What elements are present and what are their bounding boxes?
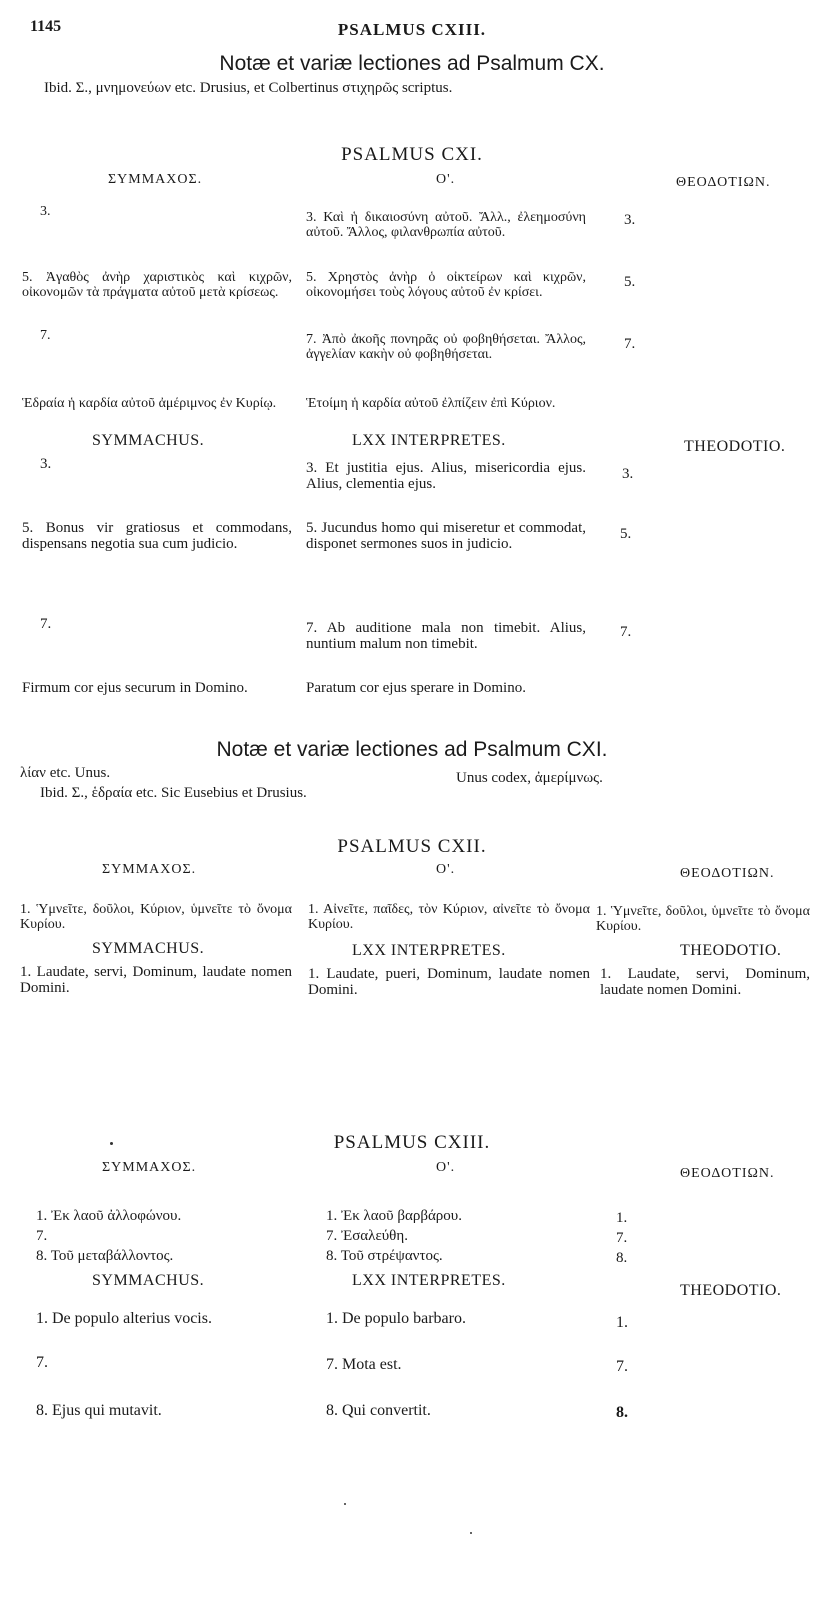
cxiii-greek-sym-1: 1. Ἐκ λαοῦ ἀλλοφώνου.	[36, 1208, 182, 1224]
cxi-greek-lxx-7: 7. Ἀπὸ ἀκοῆς πονηρᾶς οὐ φοβηθήσεται. Ἄλλος, ἀγγελίαν κακὴν οὐ φοβηθήσεται.	[306, 332, 586, 362]
notes-cx-title: Notæ et variæ lectiones ad Psalmum CX.	[219, 52, 605, 75]
cxi-greek-sym-5: 5. Ἀγαθὸς ἀνὴρ χαριστικὸς καὶ κιχρῶν, οἰκονομῶν τὰ πράγματα αὐτοῦ μετὰ κρίσεως.	[22, 270, 292, 300]
print-speck	[344, 1503, 346, 1505]
cxiii-greek-lxx-8: 8. Τοῦ στρέψαντος.	[326, 1248, 443, 1264]
running-head: PSALMUS CXIII.	[337, 20, 487, 39]
cxi-latin-lxx-5: 5. Jucundus homo qui miseretur et commodat, disponet sermones suos in judicio.	[306, 520, 586, 552]
cxii-latin-sym-1: 1. Laudate, servi, Dominum, laudate nomen Domini.	[20, 964, 292, 996]
psalm-cxii-title: PSALMUS CXII.	[337, 836, 487, 857]
cxiii-latin-header-theodotion: THEODOTIO.	[680, 1282, 782, 1299]
cxi-greek-lxx-firm: Ἑτοίμη ἡ καρδία αὐτοῦ ἐλπίζειν ἐπὶ Κύριον.	[306, 396, 556, 411]
cxiii-latin-sym-7: 7.	[36, 1354, 48, 1371]
cxi-greek-header-symmachus: ΣΥΜΜΑΧΟΣ.	[108, 172, 203, 187]
cxiii-greek-header-theodotion: ΘΕΟΔΟΤΙΩΝ.	[680, 1166, 775, 1181]
cxiii-latin-theo-1: 1.	[616, 1314, 628, 1331]
cxi-greek-sym-3: 3.	[40, 204, 51, 219]
cxi-latin-lxx-7: 7. Ab auditione mala non timebit. Alius, nuntium malum non timebit.	[306, 620, 586, 652]
cxii-greek-header-symmachus: ΣΥΜΜΑΧΟΣ.	[102, 862, 197, 877]
cxii-latin-theo-1: 1. Laudate, servi, Dominum, laudate nomen Domini.	[600, 966, 810, 998]
psalm-cxiii-title: PSALMUS CXIII.	[333, 1132, 491, 1153]
cxi-latin-lxx-3: 3. Et justitia ejus. Alius, misericordia ejus. Alius, clementia ejus.	[306, 460, 586, 492]
cxii-greek-header-theodotion: ΘΕΟΔΟΤΙΩΝ.	[680, 866, 775, 881]
cxiii-greek-header-lxx: O'.	[436, 1160, 456, 1175]
cxii-greek-sym-1: 1. Ὑμνεῖτε, δοῦλοι, Κύριον, ὑμνεῖτε τὸ ὄνομα Κυρίου.	[20, 902, 292, 932]
cxii-greek-lxx-1: 1. Αἰνεῖτε, παῖδες, τὸν Κύριον, αἰνεῖτε τὸ ὄνομα Κυρίου.	[308, 902, 590, 932]
notes-cxi-line1-right: Unus codex, ἀμερίμνως.	[456, 770, 603, 786]
cxi-latin-theo-5: 5.	[620, 526, 632, 542]
cxiii-latin-theo-8: 8.	[616, 1404, 628, 1421]
cxiii-latin-lxx-1: 1. De populo barbaro.	[326, 1310, 466, 1327]
notes-cxi-title: Notæ et variæ lectiones ad Psalmum CXI.	[216, 738, 608, 761]
cxiii-latin-lxx-8: 8. Qui convertit.	[326, 1402, 431, 1419]
cxi-latin-sym-7: 7.	[40, 616, 52, 632]
cxi-latin-header-symmachus: SYMMACHUS.	[92, 432, 205, 449]
notes-cxi-line2: Ibid. Σ., ἑδραία etc. Sic Eusebius et Drusius.	[40, 785, 307, 801]
cxii-latin-lxx-1: 1. Laudate, pueri, Dominum, laudate nomen Domini.	[308, 966, 590, 998]
cxi-latin-sym-5: 5. Bonus vir gratiosus et commodans, dispensans negotia sua cum judicio.	[22, 520, 292, 552]
cxi-latin-lxx-firm: Paratum cor ejus sperare in Domino.	[306, 680, 526, 696]
cxiii-greek-theo-8: 8.	[616, 1250, 628, 1266]
cxi-latin-theo-3: 3.	[622, 466, 634, 482]
cxiii-greek-header-symmachus: ΣΥΜΜΑΧΟΣ.	[102, 1160, 197, 1175]
cxiii-greek-lxx-7: 7. Ἐσαλεύθη.	[326, 1228, 408, 1244]
cxi-greek-theo-5: 5.	[624, 274, 636, 290]
page-number: 1145	[30, 18, 62, 35]
cxi-greek-sym-firm: Ἑδραία ἡ καρδία αὐτοῦ ἀμέριμνος ἐν Κυρίῳ.	[22, 396, 277, 411]
cxi-latin-header-theodotion: THEODOTIO.	[684, 438, 786, 455]
cxii-latin-header-theodotion: THEODOTIO.	[680, 942, 782, 959]
cxiii-greek-theo-1: 1.	[616, 1210, 628, 1226]
cxii-latin-header-symmachus: SYMMACHUS.	[92, 940, 205, 957]
cxiii-latin-header-lxx: LXX INTERPRETES.	[352, 1272, 506, 1289]
cxi-greek-lxx-5: 5. Χρηστὸς ἀνὴρ ὁ οἰκτείρων καὶ κιχρῶν, οἰκονομήσει τοὺς λόγους αὐτοῦ ἐν κρίσει.	[306, 270, 586, 300]
cxiii-latin-theo-7: 7.	[616, 1358, 628, 1375]
cxiii-greek-lxx-1: 1. Ἐκ λαοῦ βαρβάρου.	[326, 1208, 462, 1224]
cxiii-latin-lxx-7: 7. Mota est.	[326, 1356, 402, 1373]
cxi-greek-header-theodotion: ΘΕΟΔΟΤΙΩΝ.	[676, 175, 771, 190]
cxii-greek-theo-1: 1. Ὑμνεῖτε, δοῦλοι, ὑμνεῖτε τὸ ὄνομα Κυρίου.	[596, 904, 810, 934]
print-speck	[470, 1532, 472, 1534]
cxi-latin-theo-7: 7.	[620, 624, 632, 640]
cxi-greek-theo-7: 7.	[624, 336, 636, 352]
cxi-greek-theo-3: 3.	[624, 212, 636, 228]
cxiii-latin-header-symmachus: SYMMACHUS.	[92, 1272, 205, 1289]
notes-cx-line: Ibid. Σ., μνημονεύων etc. Drusius, et Colbertinus στιχηρῶς scriptus.	[44, 80, 453, 96]
cxi-latin-sym-firm: Firmum cor ejus securum in Domino.	[22, 680, 248, 696]
cxii-latin-header-lxx: LXX INTERPRETES.	[352, 942, 506, 959]
cxiii-greek-sym-7: 7.	[36, 1228, 48, 1244]
cxi-latin-header-lxx: LXX INTERPRETES.	[352, 432, 506, 449]
cxiii-latin-sym-1: 1. De populo alterius vocis.	[36, 1310, 212, 1327]
cxiii-greek-sym-8: 8. Τοῦ μεταβάλλοντος.	[36, 1248, 174, 1264]
psalm-cxi-title: PSALMUS CXI.	[341, 144, 483, 165]
cxi-greek-sym-7: 7.	[40, 328, 51, 343]
cxi-greek-lxx-3: 3. Καὶ ἡ δικαιοσύνη αὐτοῦ. Ἄλλ., ἐλεημοσύνη αὐτοῦ. Ἄλλος, φιλανθρωπία αὐτοῦ.	[306, 210, 586, 240]
cxiii-greek-theo-7: 7.	[616, 1230, 628, 1246]
notes-cxi-line1-left: λίαν etc. Unus.	[20, 765, 111, 781]
cxii-greek-header-lxx: O'.	[436, 862, 456, 877]
cxi-greek-header-lxx: O'.	[436, 172, 456, 187]
cxiii-latin-sym-8: 8. Ejus qui mutavit.	[36, 1402, 162, 1419]
cxi-latin-sym-3: 3.	[40, 456, 52, 472]
